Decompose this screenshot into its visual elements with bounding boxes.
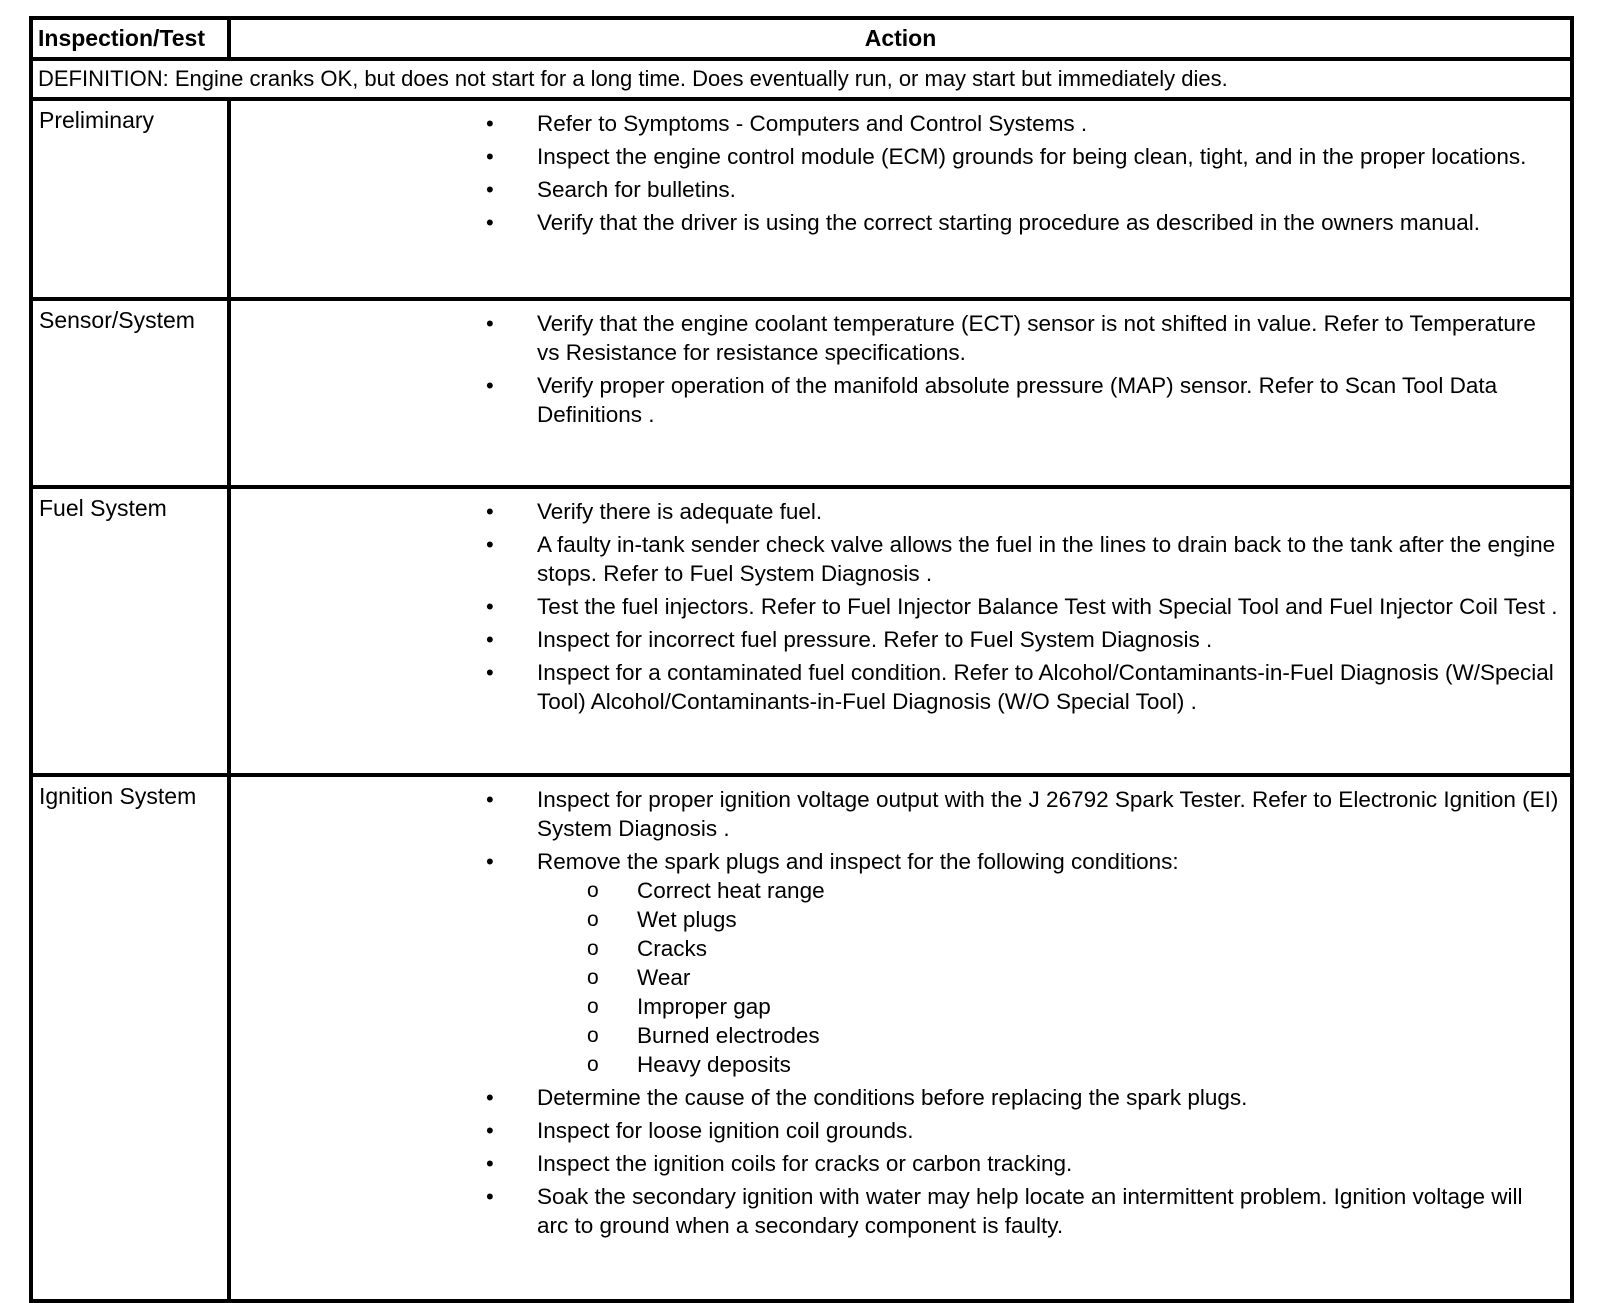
diagnostic-table [29,16,1574,1303]
list-item-text: Inspect for a contaminated fuel condition. Refer to Alcohol/Contaminants-in-Fuel Diagnosis (W/Special Tool) Alcohol/Contaminants-in-Fuel Diagnosis (W/O Special Tool) . [537,660,1554,714]
sub-list-item-text: Improper gap [637,994,771,1019]
list-item [231,208,1560,237]
action-list [231,785,1560,1240]
table-row-fuel-system [31,487,1572,775]
list-item [231,175,1560,204]
bullet-icon: • [486,311,494,336]
header-row [31,18,1572,59]
bullet-icon: • [486,1184,494,1209]
sub-bullet-icon: o [587,1053,599,1076]
row-label: Fuel System [31,487,229,775]
list-item [231,109,1560,138]
list-item-text: Verify proper operation of the manifold absolute pressure (MAP) sensor. Refer to Scan Tool Data Definitions . [537,373,1498,427]
list-item [231,371,1560,429]
sub-list-item [537,1050,1560,1079]
list-item [231,142,1560,171]
sub-list [537,876,1560,1079]
bullet-icon: • [486,1085,494,1110]
sub-bullet-icon: o [587,966,599,989]
header-action: Action [229,18,1572,59]
list-item-text: Soak the secondary ignition with water may help locate an intermittent problem. Ignition voltage will arc to ground when a secondary component is faulty. [537,1184,1523,1238]
list-item [231,592,1560,621]
diagnostic-table-container [29,16,1570,1303]
list-item-text: Inspect for loose ignition coil grounds. [537,1118,914,1143]
sub-bullet-icon: o [587,879,599,902]
row-label: Ignition System [31,775,229,1301]
sub-list-item-text: Wear [637,965,691,990]
list-item-text: Verify there is adequate fuel. [537,499,823,524]
table-row-preliminary [31,99,1572,299]
action-list [231,497,1560,716]
list-item [231,785,1560,843]
sub-list-item [537,1021,1560,1050]
bullet-icon: • [486,627,494,652]
row-label: Preliminary [31,99,229,299]
table-row-sensor-system [31,299,1572,487]
row-actions [229,99,1572,299]
sub-list-item-text: Burned electrodes [637,1023,820,1048]
bullet-icon: • [486,787,494,812]
sub-list-item [537,934,1560,963]
list-item [231,847,1560,1079]
sub-list-item [537,876,1560,905]
bullet-icon: • [486,594,494,619]
list-item [231,309,1560,367]
sub-list-item-text: Cracks [637,936,708,961]
list-item [231,1149,1560,1178]
header-inspection-test: Inspection/Test [31,18,229,59]
bullet-icon: • [486,144,494,169]
bullet-icon: • [486,111,494,136]
list-item [231,625,1560,654]
list-item-text: Inspect the ignition coils for cracks or carbon tracking. [537,1151,1073,1176]
list-item-text: Refer to Symptoms - Computers and Control Systems . [537,111,1088,136]
list-item-text: Search for bulletins. [537,177,736,202]
sub-list-item [537,963,1560,992]
bullet-icon: • [486,532,494,557]
bullet-icon: • [486,373,494,398]
list-item [231,1116,1560,1145]
bullet-icon: • [486,499,494,524]
list-item [231,1182,1560,1240]
list-item [231,530,1560,588]
sub-bullet-icon: o [587,995,599,1018]
table-row-ignition-system [31,775,1572,1301]
definition-row [31,59,1572,99]
sub-bullet-icon: o [587,1024,599,1047]
action-list [231,309,1560,429]
sub-list-item-text: Correct heat range [637,878,825,903]
row-actions [229,299,1572,487]
row-actions [229,775,1572,1301]
sub-bullet-icon: o [587,908,599,931]
sub-list-item-text: Heavy deposits [637,1052,791,1077]
bullet-icon: • [486,1151,494,1176]
list-item-text: A faulty in-tank sender check valve allows the fuel in the lines to drain back to the tank after the engine stops. Refer to Fuel System Diagnosis . [537,532,1556,586]
row-label: Sensor/System [31,299,229,487]
row-actions [229,487,1572,775]
definition-text: DEFINITION: Engine cranks OK, but does not start for a long time. Does eventually run, or may start but immediately dies. [31,59,1572,99]
sub-list-item [537,905,1560,934]
bullet-icon: • [486,1118,494,1143]
bullet-icon: • [486,660,494,685]
list-item-text: Verify that the driver is using the correct starting procedure as described in the owners manual. [537,210,1480,235]
list-item [231,497,1560,526]
sub-list-item-text: Wet plugs [637,907,737,932]
sub-bullet-icon: o [587,937,599,960]
bullet-icon: • [486,177,494,202]
list-item-text: Inspect the engine control module (ECM) grounds for being clean, tight, and in the proper locations. [537,144,1527,169]
list-item-text: Inspect for incorrect fuel pressure. Refer to Fuel System Diagnosis . [537,627,1213,652]
list-item-text: Test the fuel injectors. Refer to Fuel Injector Balance Test with Special Tool and Fuel Injector Coil Test . [537,594,1558,619]
action-list [231,109,1560,237]
list-item [231,1083,1560,1112]
bullet-icon: • [486,210,494,235]
list-item [231,658,1560,716]
sub-list-item [537,992,1560,1021]
bullet-icon: • [486,849,494,874]
list-item-text: Inspect for proper ignition voltage output with the J 26792 Spark Tester. Refer to Electronic Ignition (EI) System Diagnosis . [537,787,1559,841]
list-item-text: Remove the spark plugs and inspect for the following conditions: [537,849,1179,874]
list-item-text: Verify that the engine coolant temperature (ECT) sensor is not shifted in value. Refer to Temperature vs Resistance for resistance specifications. [537,311,1536,365]
list-item-text: Determine the cause of the conditions before replacing the spark plugs. [537,1085,1248,1110]
